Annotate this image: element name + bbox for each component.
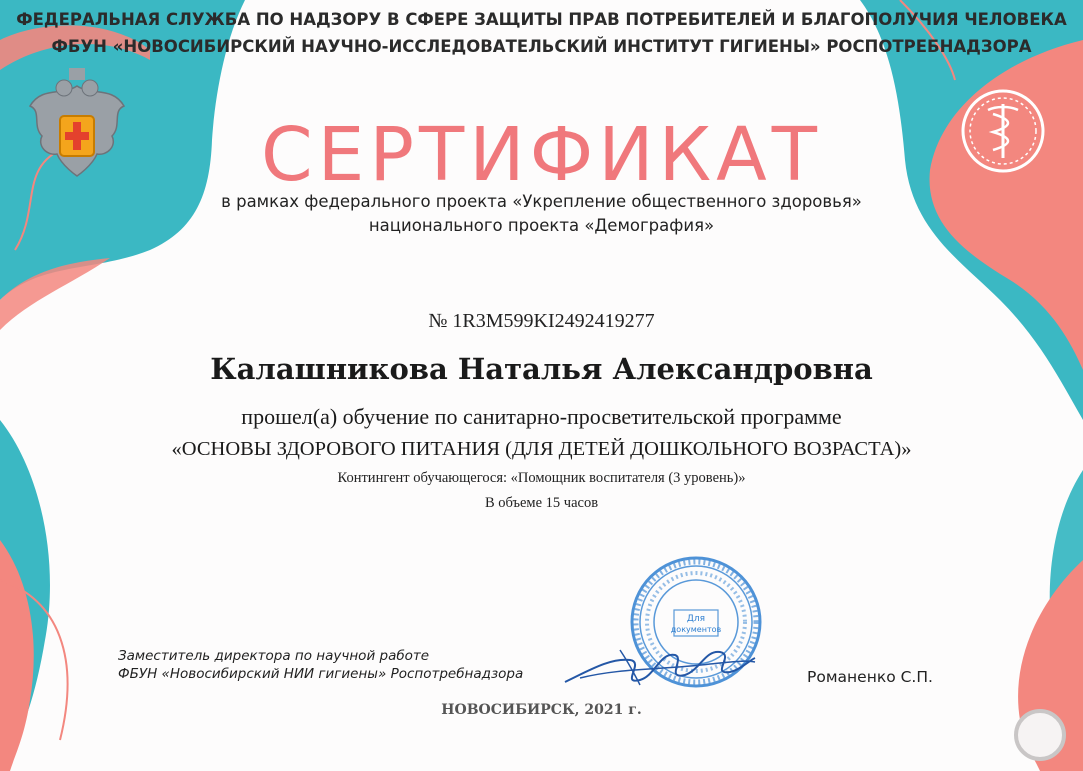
city-year: НОВОСИБИРСК, 2021 г. — [441, 702, 642, 718]
signer-role-line1: Заместитель директора по научной работе — [118, 648, 430, 664]
certificate-number: № 1R3M599KI2492419277 — [428, 310, 655, 332]
signer-role-line2: ФБУН «Новосибирский НИИ гигиены» Роспотребнадзора — [118, 666, 524, 682]
header-institute-line: ФБУН «НОВОСИБИРСКИЙ НАУЧНО-ИССЛЕДОВАТЕЛЬСКИЙ ИНСТИТУТ ГИГИЕНЫ» РОСПОТРЕБНАДЗОРА — [51, 37, 1032, 56]
project-subtitle-line1: в рамках федерального проекта «Укрепление общественного здоровья» — [221, 192, 862, 211]
course-volume: В объеме 15 часов — [484, 495, 599, 511]
completion-statement: прошел(а) обучение по санитарно-просветительской программе — [241, 404, 842, 429]
header-agency-line: ФЕДЕРАЛЬНАЯ СЛУЖБА ПО НАДЗОРУ В СФЕРЕ ЗАЩИТЫ ПРАВ ПОТРЕБИТЕЛЕЙ И БЛАГОПОЛУЧИЯ ЧЕЛОВЕКА — [16, 10, 1067, 29]
student-contingent: Контингент обучающегося: «Помощник воспитателя (3 уровень)» — [337, 470, 746, 486]
signer-name: Романенко С.П. — [807, 668, 933, 686]
recipient-name: Калашникова Наталья Александровна — [210, 352, 873, 386]
certificate-title: СЕРТИФИКАТ — [260, 112, 823, 198]
program-title: «ОСНОВЫ ЗДОРОВОГО ПИТАНИЯ (ДЛЯ ДЕТЕЙ ДОШКОЛЬНОГО ВОЗРАСТА)» — [171, 438, 912, 460]
handwritten-signature — [560, 630, 760, 700]
stamp-text-line2: документов — [670, 625, 722, 634]
stamp-text-line1: Для — [686, 614, 706, 624]
project-subtitle-line2: национального проекта «Демография» — [368, 216, 715, 235]
